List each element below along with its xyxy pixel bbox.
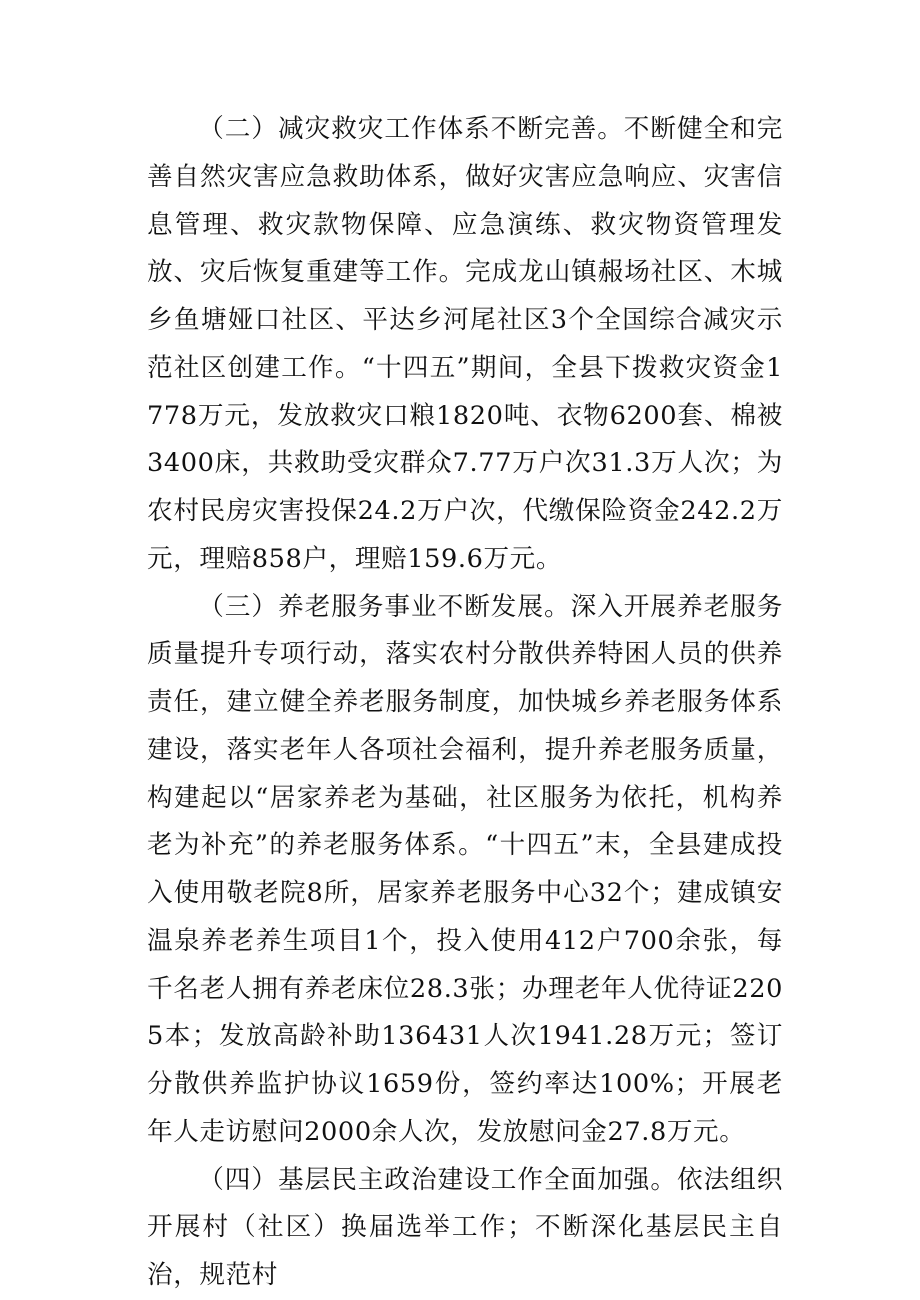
paragraph-grassroots-democracy: （四）基层民主政治建设工作全面加强。依法组织开展村（社区）换届选举工作；不断深化基层民主自治，规范村	[147, 1164, 783, 1290]
paragraph-elderly-care: （三）养老服务事业不断发展。深入开展养老服务质量提升专项行动，落实农村分散供养特困人员的供养责任，建立健全养老服务制度，加快城乡养老服务体系建设，落实老年人各项社会福利，提升养老服务质量，构建起以“居家养老为基础，社区服务为依托，机构养老为补充”的养老服务体系。“十四五”末，全县建成投入使用敬老院8所，居家养老服务中心32个；建成镇安温泉养老养生项目1个，投入使用412户700余张，每千名老人拥有养老床位28.3张；办理老年人优待证2205本；发放高龄补助136431人次1941.28万元；签订分散供养监护协议1659份，签约率达100%；开展老年人走访慰问2000余人次，发放慰问金27.8万元。	[147, 591, 783, 1147]
paragraph-disaster-relief: （二）减灾救灾工作体系不断完善。不断健全和完善自然灾害应急救助体系，做好灾害应急响应、灾害信息管理、救灾款物保障、应急演练、救灾物资管理发放、灾后恢复重建等工作。完成龙山镇赧场社区、木城乡鱼塘娅口社区、平达乡河尾社区3个全国综合减灾示范社区创建工作。“十四五”期间，全县下拨救灾资金1778万元，发放救灾口粮1820吨、衣物6200套、棉被3400床，共救助受灾群众7.77万户次31.3万人次；为农村民房灾害投保24.2万户次，代缴保险资金242.2万元，理赔858户，理赔159.6万元。	[147, 114, 783, 574]
body-text	[147, 106, 783, 1300]
